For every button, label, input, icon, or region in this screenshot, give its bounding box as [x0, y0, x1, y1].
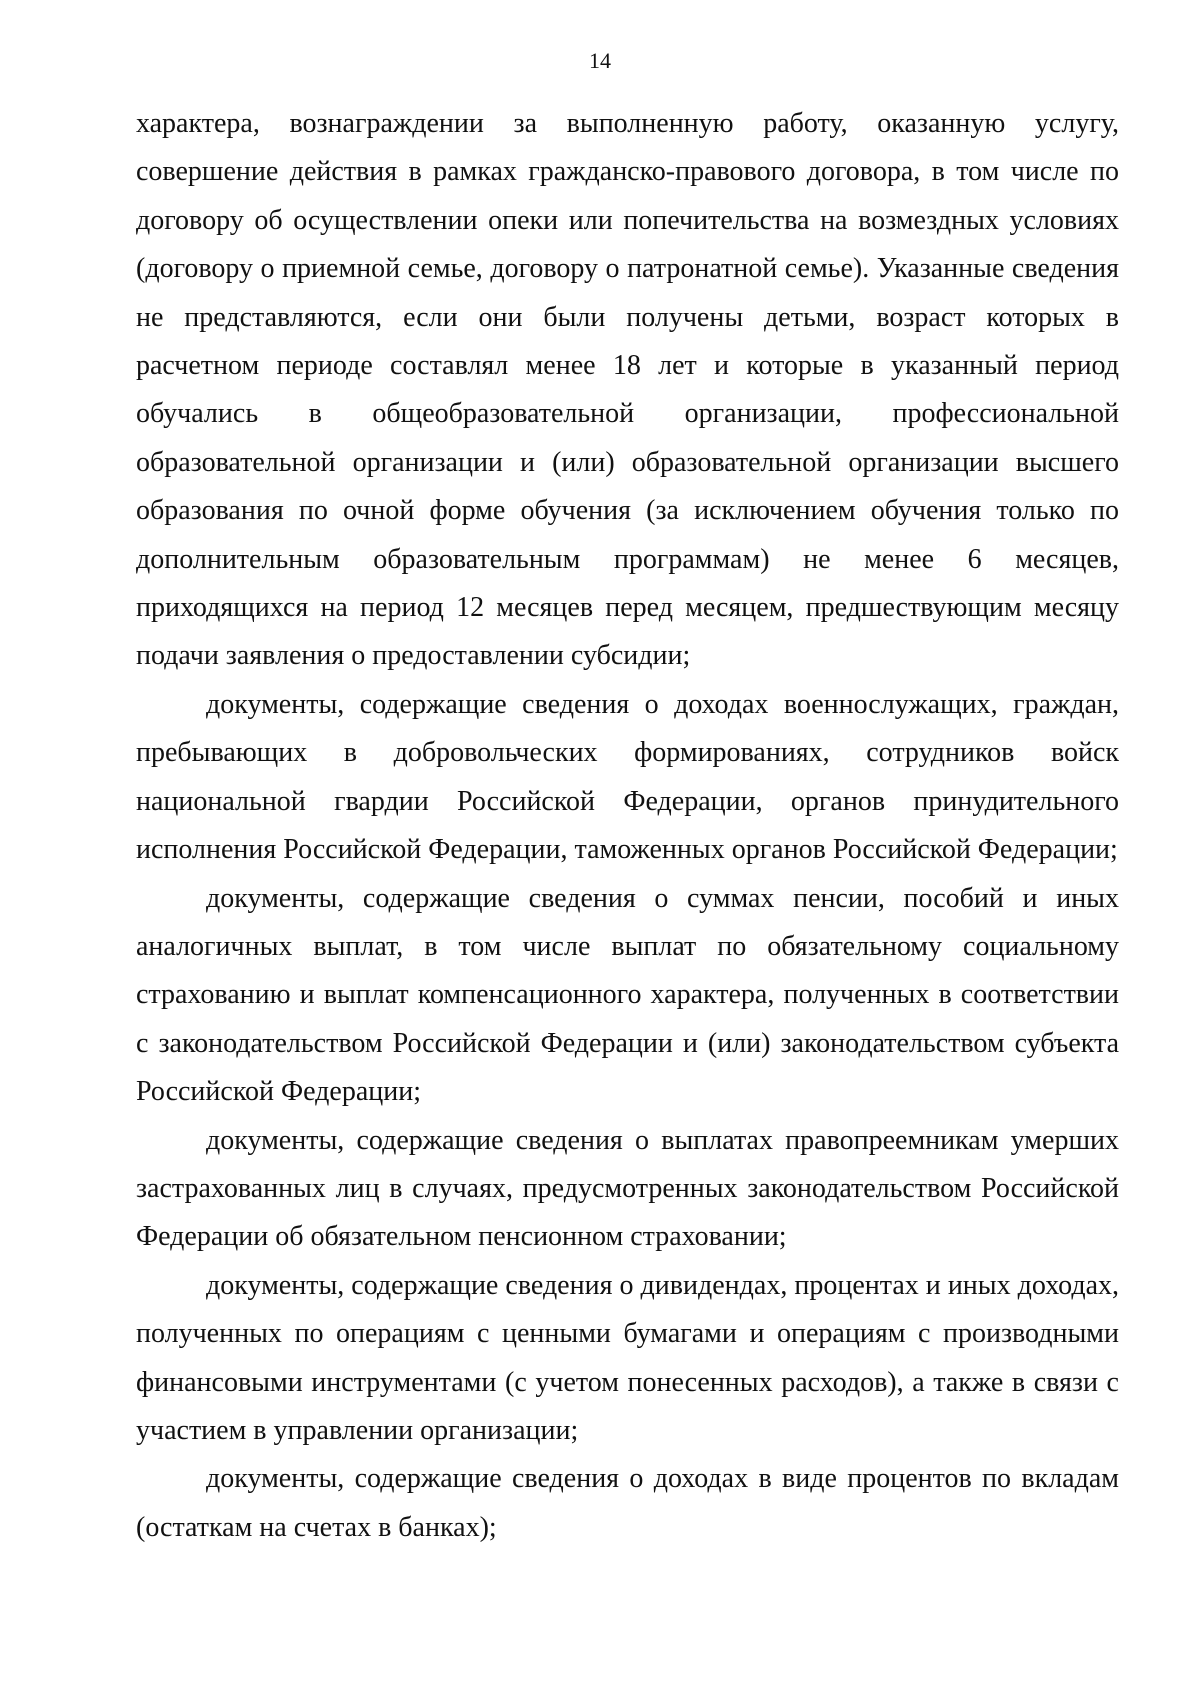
document-body — [136, 100, 1119, 1552]
paragraph-pensions-benefits: документы, содержащие сведения о суммах пенсии, пособий и иных аналогичных выплат, в том числе выплат по обязательному социальному страхованию и выплат компенсационного характера, полученных в соответствии с законодательством Российской Федерации и (или) законодательством субъекта Российской Федерации; — [136, 882, 1119, 1108]
paragraph-military-income: документы, содержащие сведения о доходах военнослужащих, граждан, пребывающих в добровольческих формированиях, сотрудников войск национальной гвардии Российской Федерации, органов принудительного исполнения Российской Федерации, таможенных органов Российской Федерации; — [136, 688, 1119, 866]
paragraph-deposit-interest: документы, содержащие сведения о доходах в виде процентов по вкладам (остаткам на счетах в банках); — [136, 1463, 1119, 1543]
page-number: 14 — [589, 48, 611, 73]
paragraph-income-continuation: характера, вознаграждении за выполненную работу, оказанную услугу, совершение действия в рамках гражданско-правового договора, в том числе по договору об осуществлении опеки или попечительства на возмездных условиях (договору о приемной семье, договору о патронатной семье). Указанные сведения не представляются, если они были получены детьми, возраст которых в расчетном периоде составлял менее 18 лет и которые в указанный период обучались в общеобразовательной организации, профессиональной образовательной организации и (или) образовательной организации высшего образования по очной форме обучения (за исключением обучения только по дополнительным образовательным программам) не менее 6 месяцев, приходящихся на период 12 месяцев перед месяцем, предшествующим месяцу подачи заявления о предоставлении субсидии; — [136, 108, 1119, 672]
paragraph-dividends-securities: документы, содержащие сведения о дивидендах, процентах и иных доходах, полученных по операциям с ценными бумагами и операциям с производными финансовыми инструментами (с учетом понесенных расходов), а также в связи с участием в управлении организации; — [136, 1269, 1119, 1446]
paragraph-successor-payments: документы, содержащие сведения о выплатах правопреемникам умерших застрахованных лиц в случаях, предусмотренных законодательством Российской Федерации об обязательном пенсионном страховании; — [136, 1124, 1119, 1253]
